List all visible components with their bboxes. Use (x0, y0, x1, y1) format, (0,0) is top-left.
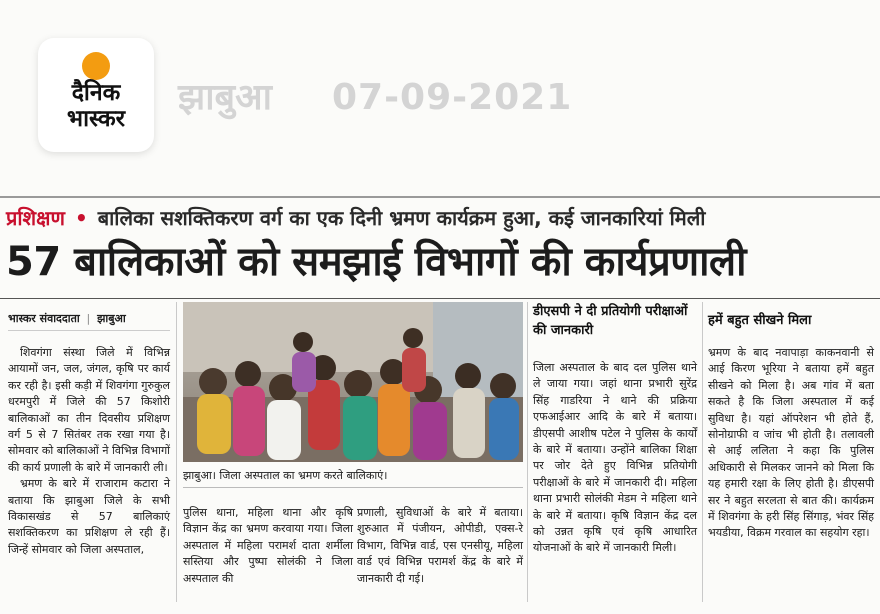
kicker-separator: • (74, 206, 88, 230)
column-4 (533, 360, 697, 557)
news-photo (183, 302, 523, 462)
byline-separator: | (86, 312, 91, 325)
column-3 (357, 505, 523, 587)
sun-logo-icon (82, 52, 110, 80)
photo-caption: झाबुआ। जिला अस्पताल का भ्रमण करते बालिकाएं। (183, 468, 523, 488)
headline-divider (0, 298, 880, 299)
kicker-text: बालिका सशक्तिकरण वर्ग का एक दिनी भ्रमण कार्यक्रम हुआ, कई जानकारियां मिली (97, 206, 706, 230)
column-3-paragraph: प्रणाली, सुविधाओं के बारे में बताया। शुरुआत में पंजीयन, ओपीडी, एक्स-रे विभाग, विभिन्न वार्ड, एस एनसीयू, महिला वार्ड एवं विभिन्न परामर्श केंद्र के बारे में जानकारी दी गई। (357, 506, 523, 585)
column-2 (183, 505, 353, 587)
column-1-paragraph-2: भ्रमण के बारे में राजाराम कटारा ने बताया कि झाबुआ जिले के सभी विकासखंड से 57 बालिकाएं सशक्तिकरण का प्रशिक्षण ले रही हैं। जिन्हें सोमवार को जिला अस्पताल, (8, 477, 170, 556)
top-divider (0, 196, 880, 198)
logo-text-line2: भास्कर (66, 106, 126, 132)
column-1 (8, 345, 170, 558)
edition-date: 07-09-2021 (332, 77, 573, 118)
dainik-bhaskar-logo (38, 38, 154, 152)
column-divider (176, 302, 177, 602)
column-5-paragraph: भ्रमण के बाद नवापाड़ा काकनवानी से आई किरण भूरिया ने बताया हमें बहुत सीखने को मिला है। अब गांव में बता सकते है कि जिला अस्पताल में कई सुविधा है। यहां ऑपरेशन भी होते हैं, सोनोग्राफी व जांच भी होती है। तलावली से आई ललिता ने कहा कि पुलिस अधिकारी से मिलकर जानने को मिला कि यह हमारी रक्षा के लिए होती है। डीएसपी सर ने बहुत सरलता से बात की। कार्यक्रम में शिवगंगा के हरी सिंह सिंगाड़, भंवर सिंह भयडीया, विक्रम गरवाल का सहयोग रहा। (708, 346, 874, 540)
kicker-label: प्रशिक्षण (6, 206, 65, 230)
byline-reporter: भास्कर संवाददाता (8, 312, 80, 325)
byline (8, 311, 170, 331)
column-5-subheading: हमें बहुत सीखने मिला (708, 313, 812, 328)
kicker (6, 205, 705, 231)
column-4-subheading: डीएसपी ने दी प्रतियोगी परीक्षाओं की जानकारी (533, 304, 688, 338)
column-1-paragraph-1: शिवगंगा संस्था जिले में विभिन्न आयामों जन, जल, जंगल, कृषि पर कार्य कर रही है। इसी कड़ी में शिवगंगा गुरुकुल धरमपुरी में जिले की 57 किशोरी बालिकाओं का तीन दिवसीय प्रशिक्षण वर्ग 5 से 7 सितंबर तक रखा गया है। सोमवार को बालिकाओं ने विभिन्न विभागों की कार्य प्रणाली के बारे में जानकारी ली। (8, 346, 170, 474)
column-4-paragraph: जिला अस्पताल के बाद दल पुलिस थाने ले जाया गया। जहां थाना प्रभारी सुरेंद्र सिंह गाडरिया ने थाने की प्रक्रिया एफआईआर आदि के बारे में बताया। डीएसपी आशीष पटेल ने पुलिस के कार्यों के बारे में बताया। उन्होंने बालिका शिक्षा पर जोर देते हुए विभिन्न प्रतियोगी परीक्षाओं के बारे में जानकारी दी। महिला थाना प्रभारी सोलंकी मेडम ने महिला थाने के बारे में बताया। कृषि विज्ञान केंद्र दल को उन्नत कृषि एवं कृषि आधारित योजनाओं के बारे में जानकारी मिली। (533, 361, 697, 555)
byline-city: झाबुआ (97, 312, 126, 325)
edition-city: झाबुआ (178, 77, 272, 118)
logo-text-line1: दैनिक (71, 80, 121, 106)
column-divider (702, 302, 703, 602)
column-2-paragraph: पुलिस थाना, महिला थाना और कृषि विज्ञान केंद्र का भ्रमण करवाया गया। जिला अस्पताल में महिला परामर्श दाता शर्मीला सस्तिया और पुष्पा सोलंकी ने जिला अस्पताल की (183, 506, 353, 585)
column-5 (708, 345, 874, 542)
column-divider (527, 302, 528, 602)
headline: 57 बालिकाओं को समझाई विभागों की कार्यप्रणाली (6, 239, 746, 285)
